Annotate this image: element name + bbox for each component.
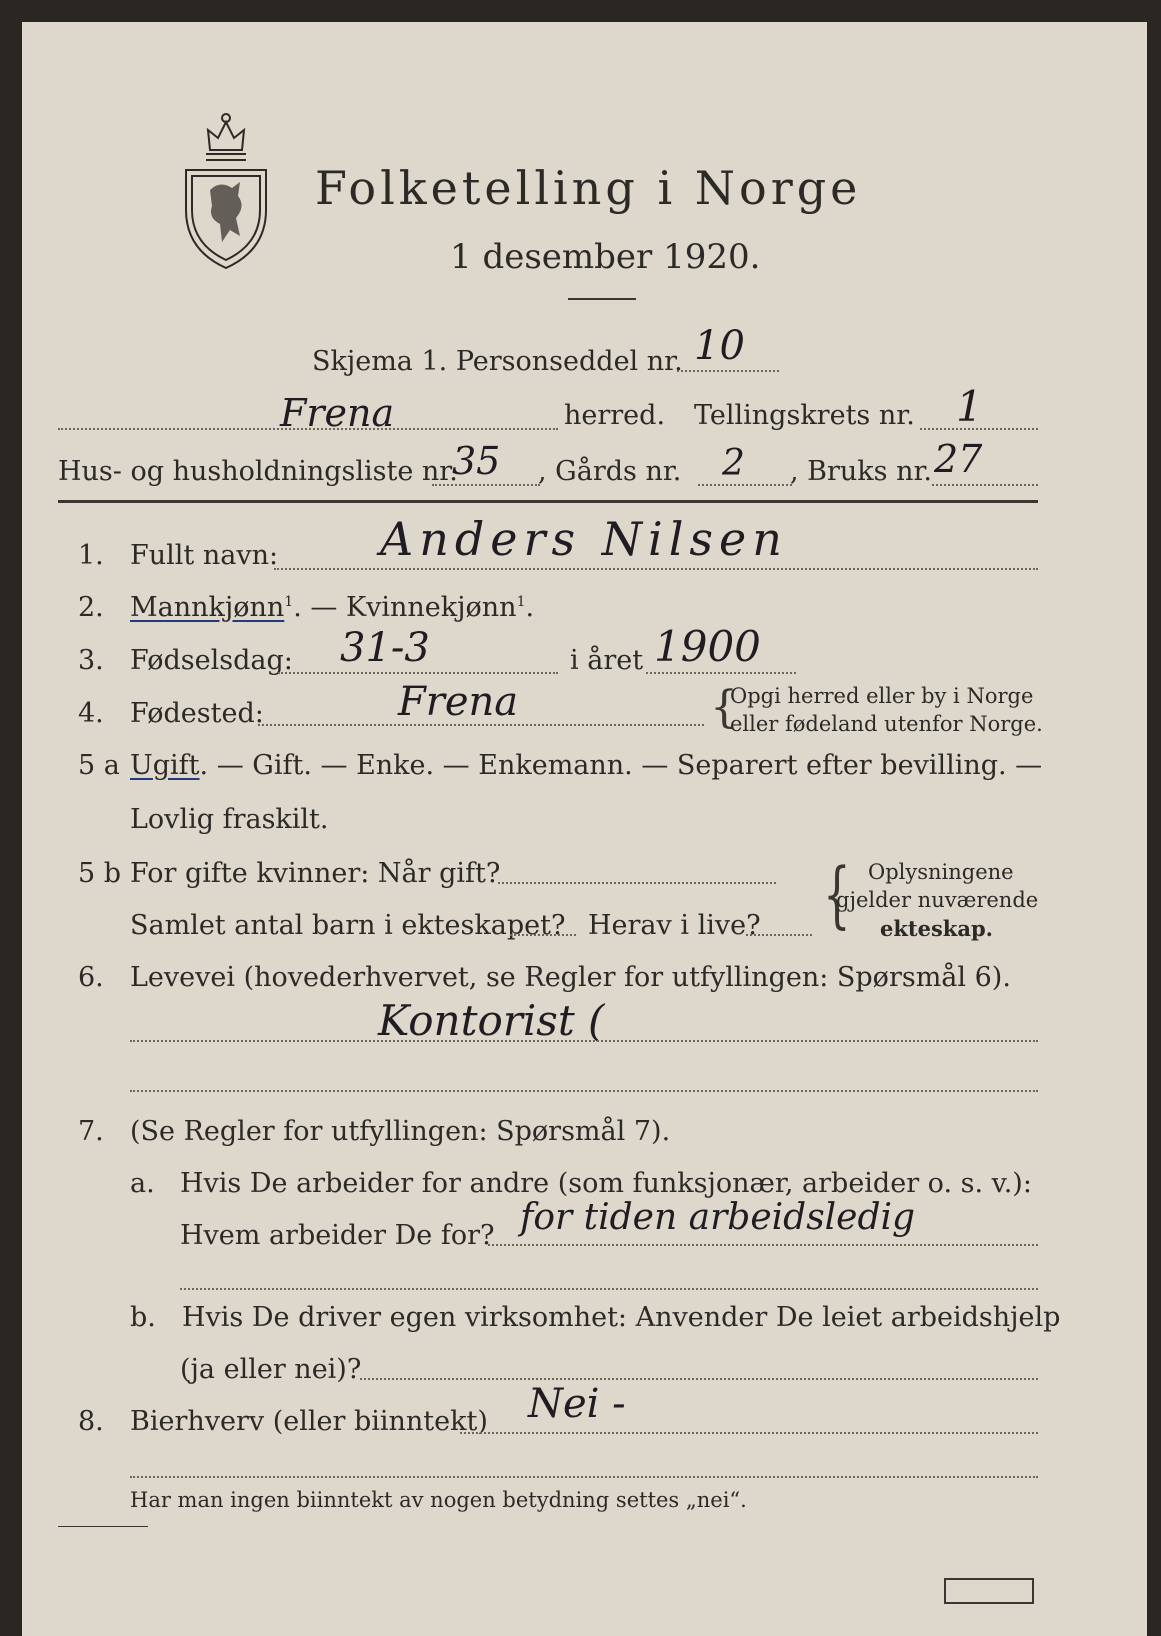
q8-value[interactable]: Nei - bbox=[528, 1381, 626, 1427]
q8-line bbox=[460, 1432, 1038, 1434]
q4-brace: { bbox=[710, 682, 738, 733]
q5b-label-3: Herav i live? bbox=[588, 910, 761, 941]
q2-end: . bbox=[525, 592, 535, 623]
page-title: Folketelling i Norge bbox=[315, 161, 862, 215]
q4-note-2: eller fødeland utenfor Norge. bbox=[730, 712, 1043, 736]
q1-number: 1. bbox=[78, 540, 104, 571]
coat-of-arms-icon bbox=[180, 110, 272, 270]
bruks-line bbox=[932, 484, 1038, 486]
q6-line-1 bbox=[130, 1040, 1038, 1042]
q7b-letter: b. bbox=[130, 1302, 156, 1333]
tellingskrets-label: Tellingskrets nr. bbox=[694, 400, 915, 431]
q8-number: 8. bbox=[78, 1406, 104, 1437]
gards-value[interactable]: 2 bbox=[722, 443, 745, 484]
q5b-line-1 bbox=[498, 882, 776, 884]
q8-line-2 bbox=[130, 1476, 1038, 1478]
q3-number: 3. bbox=[78, 645, 104, 676]
bruks-value[interactable]: 27 bbox=[934, 437, 983, 481]
header-divider bbox=[58, 500, 1038, 503]
q2-number: 2. bbox=[78, 592, 104, 623]
q3-year-line bbox=[646, 672, 796, 674]
q3-year-value[interactable]: 1900 bbox=[654, 622, 761, 671]
tellingskrets-value[interactable]: 1 bbox=[956, 382, 983, 431]
census-form-sheet bbox=[22, 22, 1147, 1636]
q3-value[interactable]: 31-3 bbox=[340, 625, 430, 671]
q2-text bbox=[130, 594, 534, 621]
q3-label: Fødselsdag: bbox=[130, 645, 293, 676]
q6-label: Levevei (hovederhvervet, se Regler for utfyllingen: Spørsmål 6). bbox=[130, 962, 1011, 993]
q6-number: 6. bbox=[78, 962, 104, 993]
hus-label: Hus- og husholdningsliste nr. bbox=[58, 456, 458, 487]
printer-stamp bbox=[944, 1578, 1034, 1604]
q1-label: Fullt navn: bbox=[130, 540, 279, 571]
q2-sup: 1 bbox=[284, 594, 294, 610]
q5a-ugift[interactable]: Ugift bbox=[130, 750, 200, 781]
footer-note: Har man ingen biinntekt av nogen betydning settes „nei“. bbox=[130, 1488, 747, 1512]
q5a-text bbox=[130, 752, 1042, 779]
q5b-line-3 bbox=[746, 934, 812, 936]
q5b-label-2: Samlet antal barn i ekteskapet? bbox=[130, 910, 566, 941]
q5b-note-1: Oplysningene bbox=[868, 860, 1014, 884]
q7a-question: Hvem arbeider De for? bbox=[180, 1220, 495, 1251]
herred-label: herred. bbox=[564, 400, 666, 431]
footer-rule bbox=[58, 1526, 148, 1527]
q4-number: 4. bbox=[78, 698, 104, 729]
q4-value[interactable]: Frena bbox=[398, 679, 519, 725]
personseddel-line bbox=[677, 370, 779, 372]
q3-line bbox=[278, 672, 558, 674]
q2-rest: . — Kvinnekjønn bbox=[293, 592, 517, 623]
q7b-question: (ja eller nei)? bbox=[180, 1354, 362, 1385]
q7-number: 7. bbox=[78, 1116, 104, 1147]
q5b-brace: { bbox=[823, 852, 851, 936]
q5b-number: 5 b bbox=[78, 858, 122, 889]
census-date: 1 desember 1920. bbox=[450, 237, 761, 277]
q7a-line bbox=[488, 1244, 1038, 1246]
q2-mannkjonn[interactable]: Mannkjønn bbox=[130, 592, 285, 623]
q6-line-2 bbox=[130, 1090, 1038, 1092]
q5b-note-2: gjelder nuværende bbox=[836, 888, 1039, 912]
q5b-line-2 bbox=[510, 934, 576, 936]
q5a-rest: . — Gift. — Enke. — Enkemann. — Separert efter bevilling. — bbox=[199, 750, 1043, 781]
q5a-number: 5 a bbox=[78, 750, 120, 781]
q4-note-1: Opgi herred eller by i Norge bbox=[730, 684, 1034, 708]
q5b-label-1: For gifte kvinner: Når gift? bbox=[130, 858, 501, 889]
gards-line bbox=[698, 484, 792, 486]
q7a-text: Hvis De arbeider for andre (som funksjonær, arbeider o. s. v.): bbox=[180, 1168, 1032, 1199]
q7b-line bbox=[360, 1378, 1038, 1380]
q7a-value[interactable]: for tiden arbeidsledig bbox=[520, 1197, 916, 1238]
q5a-line2: Lovlig fraskilt. bbox=[130, 804, 329, 835]
q7b-text: Hvis De driver egen virksomhet: Anvender De leiet arbeidshjelp bbox=[182, 1302, 1061, 1333]
q7-label: (Se Regler for utfyllingen: Spørsmål 7). bbox=[130, 1116, 671, 1147]
q6-value[interactable]: Kontorist ( bbox=[378, 996, 605, 1045]
q7a-line-2 bbox=[180, 1288, 1038, 1290]
hus-value[interactable]: 35 bbox=[452, 439, 501, 483]
q8-label: Bierhverv (eller biinntekt) bbox=[130, 1406, 488, 1437]
hus-line bbox=[432, 484, 540, 486]
q7a-letter: a. bbox=[130, 1168, 155, 1199]
q4-label: Fødested: bbox=[130, 698, 264, 729]
q1-line bbox=[274, 568, 1038, 570]
title-divider bbox=[568, 298, 636, 300]
q5b-note-3: ekteskap. bbox=[880, 916, 993, 941]
skjema-label: Skjema 1. Personseddel nr. bbox=[312, 346, 683, 377]
herred-value[interactable]: Frena bbox=[280, 391, 395, 435]
bruks-label: , Bruks nr. bbox=[790, 456, 933, 487]
q2-sup2: 1 bbox=[516, 594, 526, 610]
personseddel-value: 10 bbox=[694, 323, 745, 369]
q1-value[interactable]: Anders Nilsen bbox=[380, 512, 788, 566]
q3-year-label: i året bbox=[570, 645, 644, 676]
gards-label: , Gårds nr. bbox=[538, 456, 682, 487]
